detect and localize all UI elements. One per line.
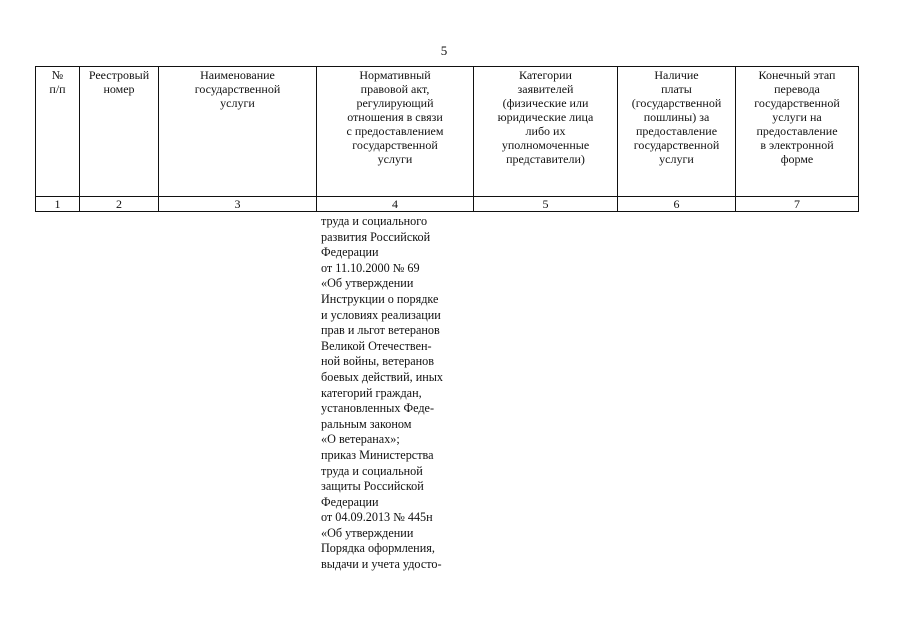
header-cell-row-number: № п/п bbox=[36, 67, 80, 197]
text-line: развития Российской bbox=[321, 229, 431, 244]
text-line: Федерации bbox=[321, 245, 379, 260]
header-cell-final-stage: Конечный этап перевода государственной услуги на предоставление в электронной форме bbox=[736, 67, 859, 197]
text-line: Инструкции о порядке bbox=[321, 291, 439, 306]
table-header-row bbox=[36, 67, 859, 197]
text-line: от 11.10.2000 № 69 bbox=[321, 260, 420, 275]
text-line: Порядка оформления, bbox=[321, 541, 435, 556]
text-line: и условиях реализации bbox=[321, 307, 441, 322]
column-number-cell: 3 bbox=[159, 197, 317, 212]
text-line: выдачи и учета удосто- bbox=[321, 557, 442, 572]
text-line: Великой Отечествен- bbox=[321, 338, 432, 353]
text-line: защиты Российской bbox=[321, 479, 424, 494]
header-cell-legal-act: Нормативный правовой акт, регулирующий отношения в связи с предоставлением государственной услуги bbox=[317, 67, 474, 197]
column-number-cell: 5 bbox=[474, 197, 618, 212]
text-line: Федерации bbox=[321, 494, 379, 509]
header-cell-registry-number: Реестровый номер bbox=[80, 67, 159, 197]
text-line: прав и льгот ветеранов bbox=[321, 323, 440, 338]
header-cell-fee: Наличие платы (государственной пошлины) за предоставление государственной услуги bbox=[618, 67, 736, 197]
column-number-cell: 7 bbox=[736, 197, 859, 212]
text-line: от 04.09.2013 № 445н bbox=[321, 510, 433, 525]
legal-act-continuation-text bbox=[321, 214, 481, 573]
text-line: «О ветеранах»; bbox=[321, 432, 400, 447]
page-number: 5 bbox=[440, 43, 448, 58]
text-line: «Об утверждении bbox=[321, 525, 414, 540]
column-number-cell: 2 bbox=[80, 197, 159, 212]
text-line: приказ Министерства bbox=[321, 447, 434, 462]
column-number-cell: 1 bbox=[36, 197, 80, 212]
services-registry-table bbox=[35, 66, 859, 212]
text-line: ной войны, ветеранов bbox=[321, 354, 434, 369]
text-line: категорий граждан, bbox=[321, 385, 422, 400]
column-numbers-row bbox=[36, 197, 859, 212]
text-line: ральным законом bbox=[321, 416, 412, 431]
text-line: «Об утверждении bbox=[321, 276, 414, 291]
text-line: боевых действий, иных bbox=[321, 369, 444, 384]
header-cell-service-name: Наименование государственной услуги bbox=[159, 67, 317, 197]
header-cell-applicant-categories: Категории заявителей (физические или юридические лица либо их уполномоченные представители) bbox=[474, 67, 618, 197]
column-number-cell: 4 bbox=[317, 197, 474, 212]
text-line: труда и социальной bbox=[321, 463, 423, 478]
column-number-cell: 6 bbox=[618, 197, 736, 212]
text-line: труда и социального bbox=[321, 214, 428, 228]
text-line: установленных Феде- bbox=[321, 401, 435, 416]
